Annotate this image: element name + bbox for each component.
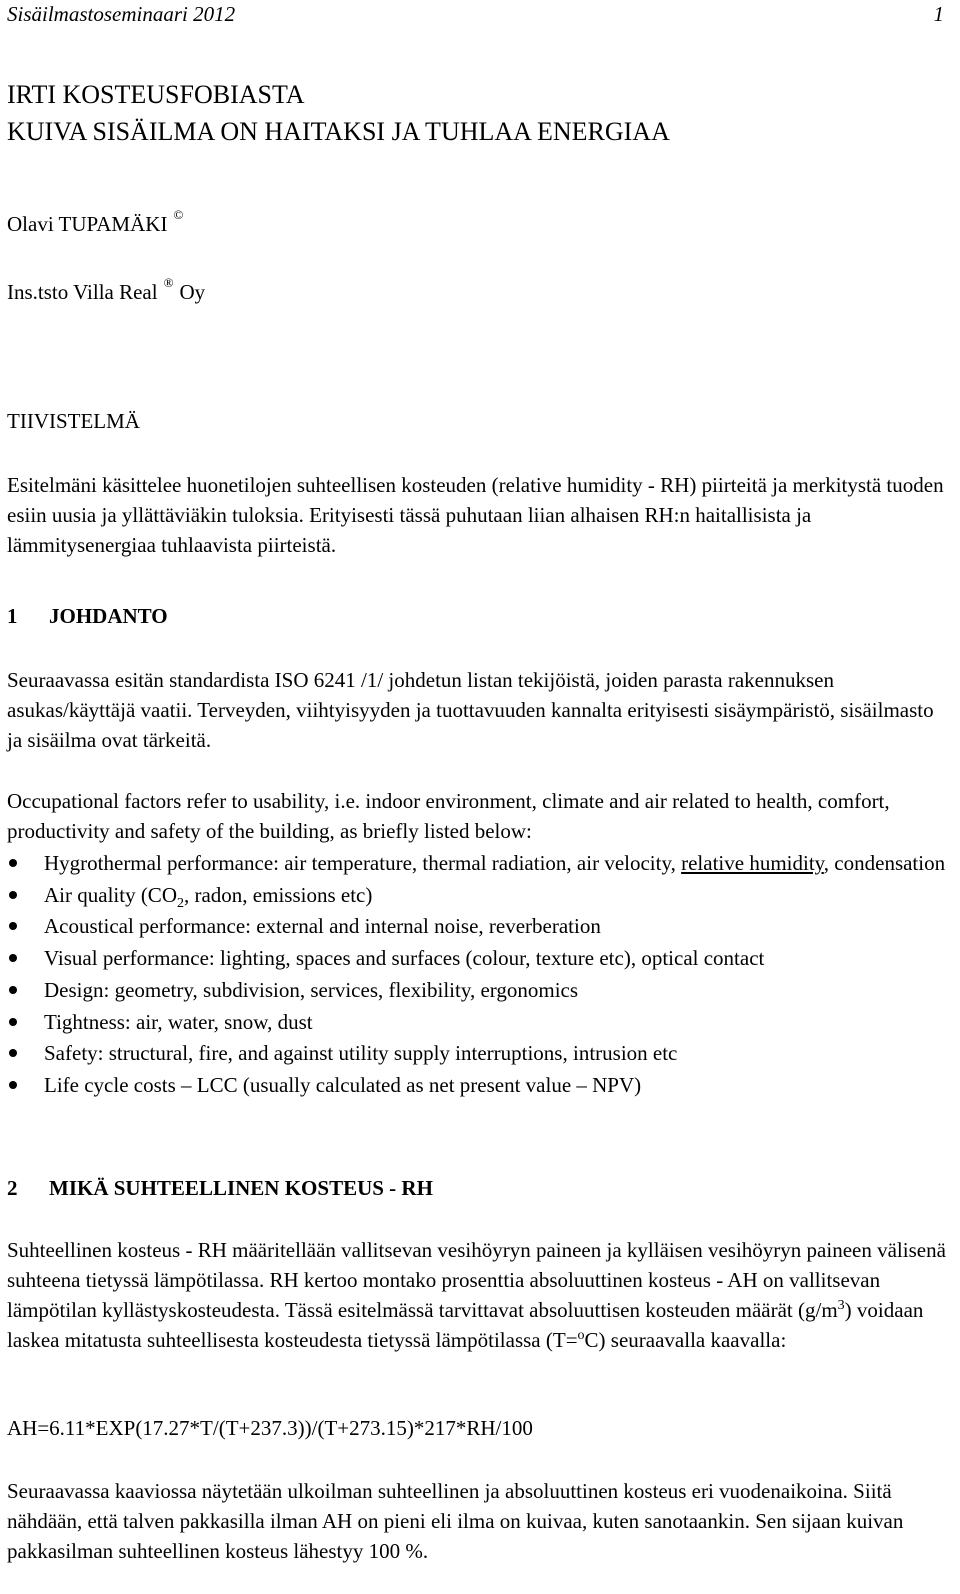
paragraph-text: Suhteellinen kosteus - RH määritellään vallitsevan vesihöyryn paineen ja kylläisen vesihöyryn paineen välisenä suhteena tietyssä lämpötilassa. RH kertoo montako prosenttia absoluuttinen kosteus - AH on vallitsevan lämpötilan kyllästyskosteudesta. Tässä esitelmässä tarvittavat absoluuttisen kosteuden määrät (g/m bbox=[7, 1238, 946, 1322]
company-suffix: Oy bbox=[179, 280, 206, 304]
list-item-text: , radon, emissions etc) bbox=[183, 882, 373, 907]
list-item bbox=[7, 848, 952, 880]
bullet-icon bbox=[9, 954, 17, 962]
bullet-icon bbox=[9, 1081, 17, 1089]
list-item-text: , condensation bbox=[823, 851, 946, 875]
list-item-text: Design: geometry, subdivision, services, flexibility, ergonomics bbox=[44, 977, 579, 1002]
paper-title bbox=[7, 76, 670, 150]
section-2-heading bbox=[7, 1176, 433, 1201]
occupational-factors-list bbox=[7, 848, 952, 1102]
bullet-icon bbox=[9, 1049, 17, 1057]
list-item-text: Visual performance: lighting, spaces and surfaces (colour, texture etc), optical contact bbox=[44, 946, 765, 971]
section-number: 2 bbox=[7, 1176, 18, 1200]
ah-formula: AH=6.11*EXP(17.27*T/(T+237.3))/(T+273.15)*217*RH/100 bbox=[7, 1416, 533, 1440]
paragraph-text: C) seuraavalla kaavalla: bbox=[584, 1328, 787, 1352]
list-item bbox=[7, 943, 952, 975]
underlined-term: relative humidity bbox=[681, 851, 824, 875]
copyright-mark: © bbox=[173, 207, 184, 222]
bullet-icon bbox=[9, 986, 17, 994]
section-1-paragraph-2: Occupational factors refer to usability, i.e. indoor environment, climate and air related to health, comfort, productivity and safety of the building, as briefly listed below: bbox=[7, 789, 890, 843]
superscript: o bbox=[577, 1328, 585, 1343]
list-item-text: Acoustical performance: external and internal noise, reverberation bbox=[44, 914, 601, 939]
company-line bbox=[7, 275, 205, 305]
abstract-heading: TIIVISTELMÄ bbox=[7, 409, 140, 433]
section-title: JOHDANTO bbox=[49, 604, 168, 628]
list-item-text: Air quality (CO bbox=[44, 882, 177, 907]
section-number: 1 bbox=[7, 604, 18, 628]
list-item bbox=[7, 1038, 952, 1070]
bullet-icon bbox=[9, 859, 17, 867]
section-2-paragraph-2: Seuraavassa kaaviossa näytetään ulkoilman suhteellinen ja absoluuttinen kosteus eri vuodenaikoina. Siitä nähdään, että talven pakkasilla ilman AH on pieni eli ilma on kuivaa, kuten sanotaankin. Sen sijaan kuivan pakkasilman suhteellinen kosteus lähestyy 100 %. bbox=[7, 1479, 904, 1563]
list-item-text: Safety: structural, fire, and against utility supply interruptions, intrusion etc bbox=[44, 1041, 678, 1066]
registered-mark: ® bbox=[163, 275, 174, 290]
author-line bbox=[7, 207, 189, 237]
bullet-icon bbox=[9, 891, 17, 899]
title-line-1: IRTI KOSTEUSFOBIASTA bbox=[7, 80, 305, 109]
list-item-text: Tightness: air, water, snow, dust bbox=[44, 1009, 313, 1034]
list-item bbox=[7, 911, 952, 943]
list-item bbox=[7, 975, 952, 1007]
paragraph-text: ) voidaan laskea mitatusta suhteellisesta kosteudesta tietyssä lämpötilassa (T= bbox=[7, 1298, 924, 1352]
abstract-text: Esitelmäni käsittelee huonetilojen suhteellisen kosteuden (relative humidity - RH) piirteitä ja merkitystä tuoden esiin uusia ja yllättäviäkin tuloksia. Erityisesti tässä puhutaan liian alhaisen RH:n haitallisista ja lämmitysenergiaa tuhlaavista piirteistä. bbox=[7, 473, 944, 557]
list-item bbox=[7, 1007, 952, 1039]
section-1-paragraph-1: Seuraavassa esitän standardista ISO 6241 /1/ johdetun listan tekijöistä, joiden parasta rakennuksen asukas/käyttäjä vaatii. Terveyden, viihtyisyyden ja tuottavuuden kannalta erityisesti sisäympäristö, sisäilmasto ja sisäilma ovat tärkeitä. bbox=[7, 668, 934, 752]
subscript: 2 bbox=[176, 895, 184, 911]
list-item-text: Hygrothermal performance: air temperature, thermal radiation, air velocity, bbox=[44, 851, 682, 875]
list-item-text: Life cycle costs – LCC (usually calculated as net present value – NPV) bbox=[44, 1072, 642, 1097]
section-2-paragraph-1 bbox=[7, 1235, 952, 1355]
section-1-heading bbox=[7, 604, 168, 629]
list-item bbox=[7, 1070, 952, 1102]
bullet-icon bbox=[9, 1018, 17, 1026]
company-name: Ins.tsto Villa Real bbox=[7, 280, 158, 304]
section-title: MIKÄ SUHTEELLINEN KOSTEUS - RH bbox=[49, 1176, 433, 1200]
author-name: Olavi TUPAMÄKI bbox=[7, 212, 168, 236]
list-item bbox=[7, 880, 952, 912]
bullet-icon bbox=[9, 922, 17, 930]
running-header: Sisäilmastoseminaari 2012 bbox=[7, 2, 236, 26]
page-number: 1 bbox=[933, 2, 944, 26]
superscript: 3 bbox=[837, 1298, 845, 1313]
title-line-2: KUIVA SISÄILMA ON HAITAKSI JA TUHLAA ENERGIAA bbox=[7, 117, 670, 146]
